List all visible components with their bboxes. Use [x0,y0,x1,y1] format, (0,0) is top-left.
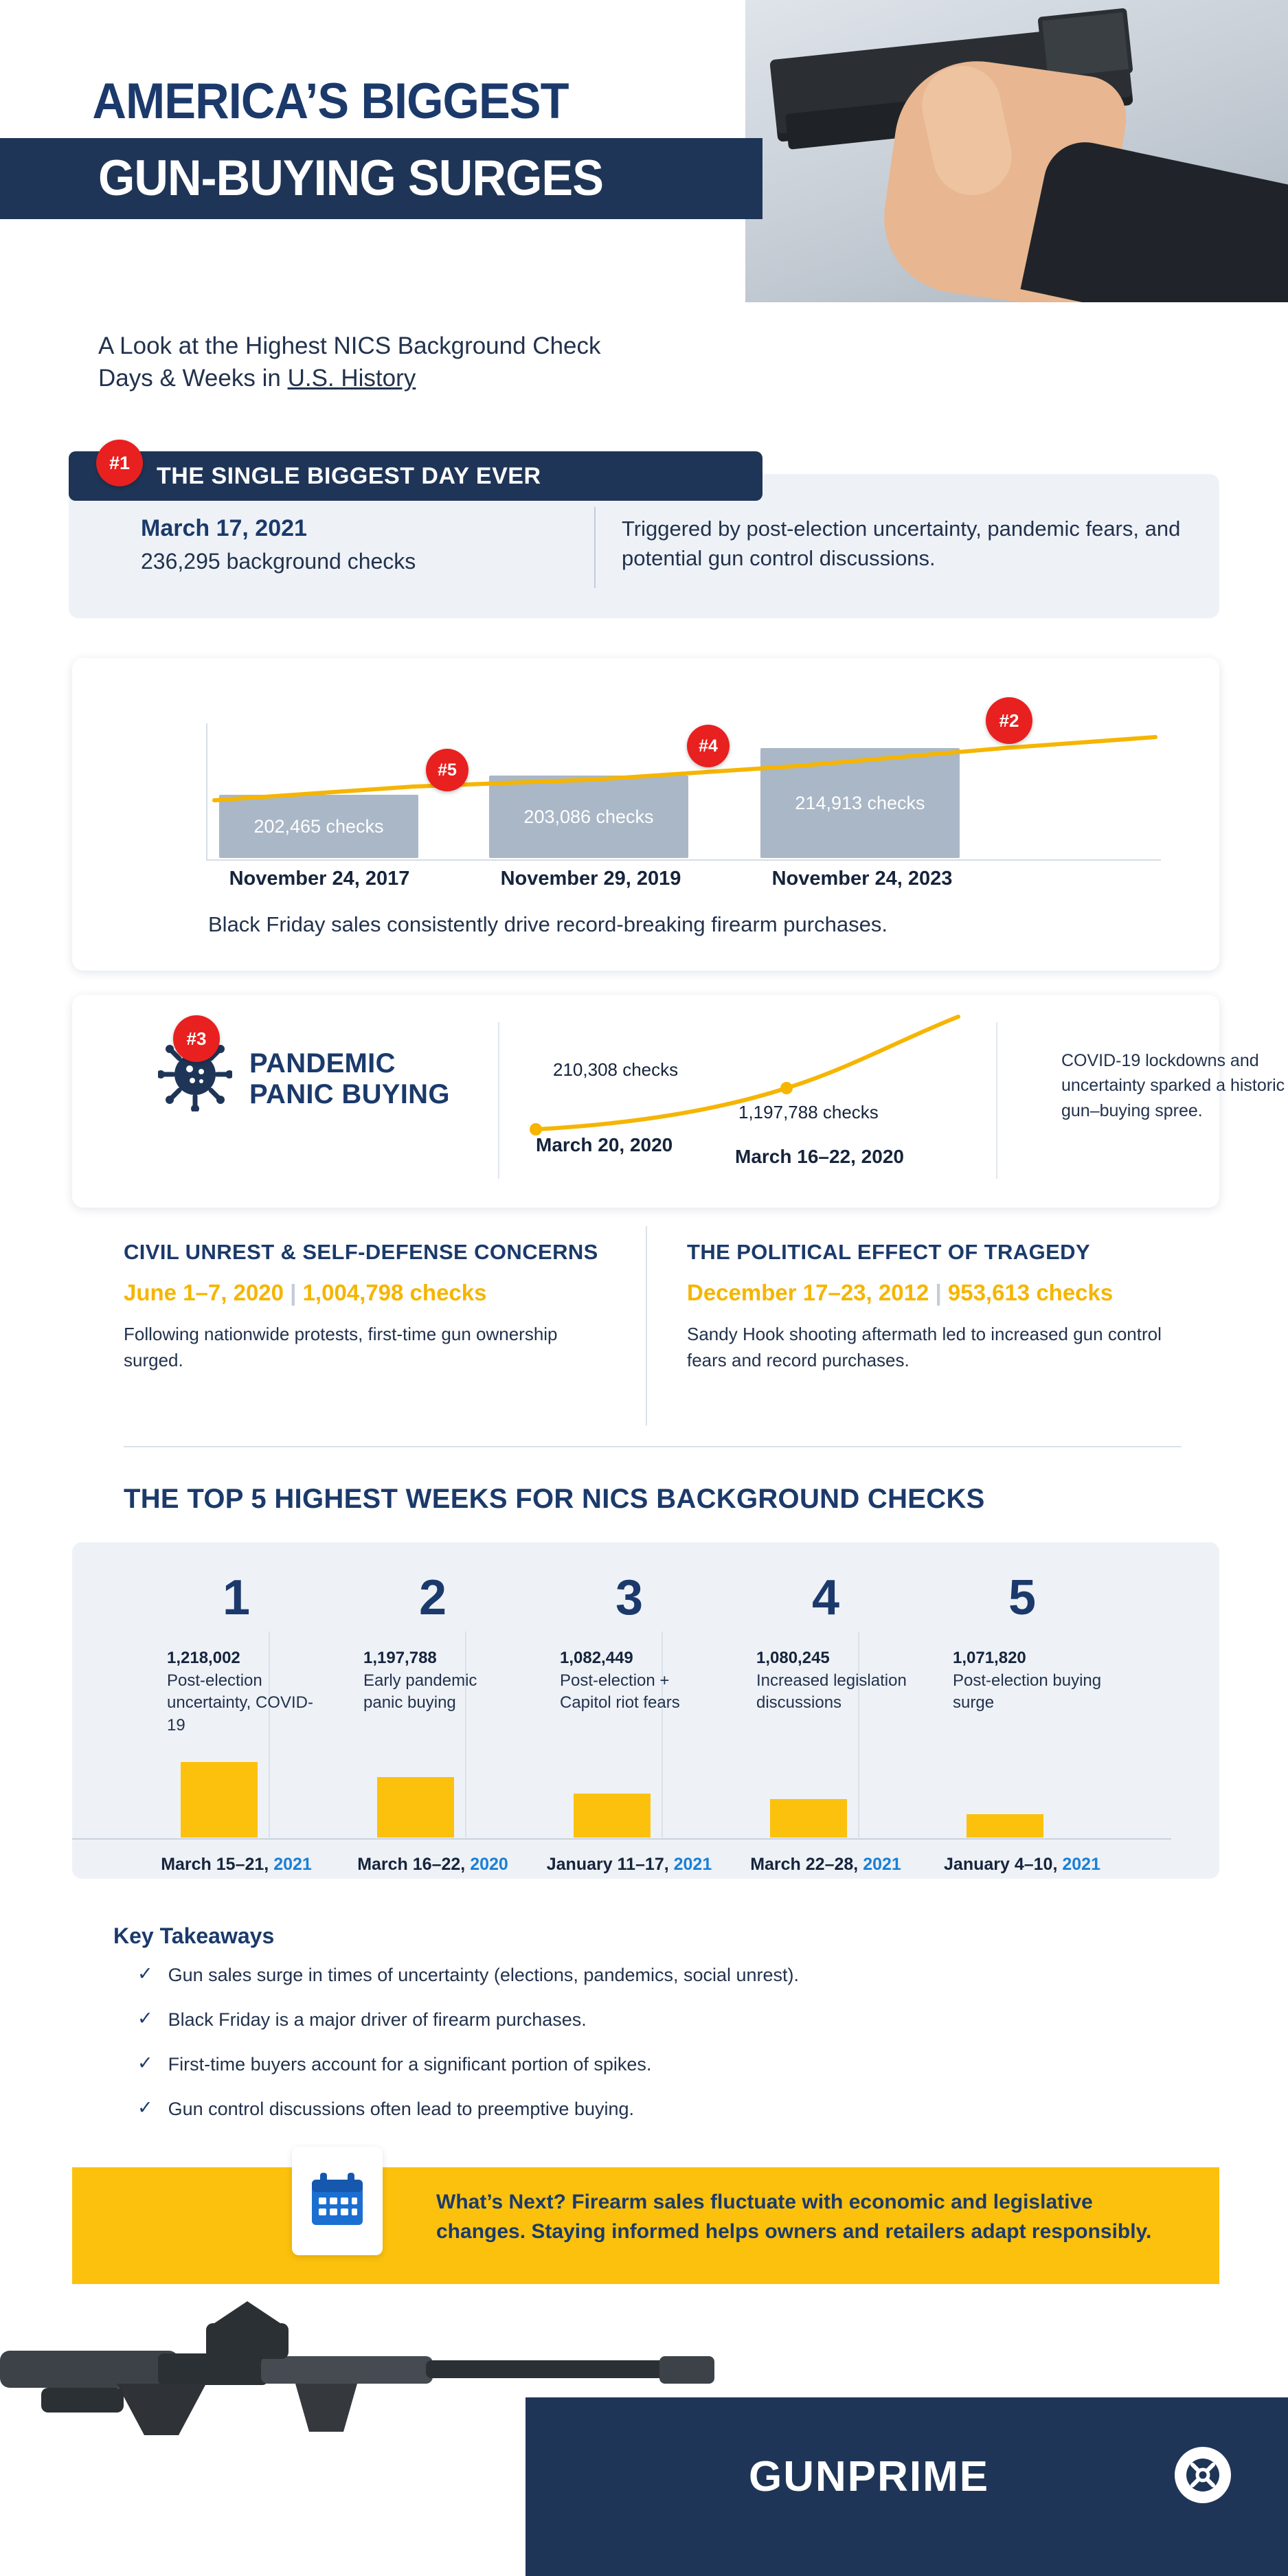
pandemic-point1-label: March 20, 2020 [536,1134,673,1155]
subtitle-link-us-history: U.S. History [287,365,416,392]
subtitle-line2-text: Days & Weeks in [98,365,288,392]
column-stat: June 1–7, 2020 | 1,004,798 checks [124,1280,487,1305]
bar-label-2017: November 24, 2017 [229,868,410,890]
column-stat-value: 953,613 checks [947,1280,1114,1305]
bar-week-2 [377,1777,454,1838]
week-total: 1,080,245 [756,1649,830,1667]
list-item [137,2009,1099,2031]
subtitle-line2 [98,362,785,394]
rank-number: 4 [811,1570,840,1625]
check-icon: ✓ [137,2008,153,2029]
week-desc: Post-election + Capitol riot fears [560,1671,680,1713]
page-title-line2: GUN-BUYING SURGES [98,150,604,207]
subtitle-line1: A Look at the Highest NICS Background Check [98,332,601,359]
week-total: 1,218,002 [167,1649,240,1667]
pandemic-title-line2: PANIC BUYING [249,1078,450,1109]
top5-chart [72,1542,1219,1879]
bar-2017: 202,465 checks [219,795,418,858]
biggest-day-heading-bar [69,451,762,501]
pandemic-chart [512,1014,993,1172]
column-stat-date: June 1–7, 2020 [124,1280,284,1305]
pandemic-title [249,1048,450,1110]
bar-2023: 214,913 checks [760,748,960,858]
column-heading: CIVIL UNREST & SELF-DEFENSE CONCERNS [124,1240,598,1264]
biggest-day-heading: THE SINGLE BIGGEST DAY EVER [157,462,541,489]
biggest-day-date: March 17, 2021 [141,515,307,541]
column-body: Following nationwide protests, first-time gun ownership surged. [124,1324,558,1371]
date-label-2 [335,1855,531,1875]
trend-line [207,723,1162,861]
brand-logo-text: GUNPRIME [749,2453,990,2500]
header [0,0,1288,392]
bar-2019: 203,086 checks [489,776,688,858]
black-friday-chart [72,658,1219,892]
takeaways-title: Key Takeaways [113,1923,275,1948]
black-friday-card [72,658,1219,971]
top5-column-5 [924,1542,1120,1879]
top5-date-labels [72,1855,1219,1882]
title-banner [0,138,762,219]
section-divider [124,1446,1182,1447]
week-desc: Post-election buying surge [953,1671,1102,1713]
bar-week-3 [574,1794,651,1838]
check-icon: ✓ [137,2097,153,2118]
rank-badge-3: #3 [173,1015,220,1062]
biggest-day-checks: 236,295 background checks [141,549,416,574]
takeaway-text: Gun control discussions often lead to preemptive buying. [168,2099,635,2119]
date-year: 2020 [470,1855,508,1874]
biggest-day-section [69,462,1219,618]
pandemic-point1-value: 210,308 checks [553,1059,679,1080]
jacket-sleeve [1020,135,1288,302]
bar-label-2023: November 24, 2023 [771,868,953,890]
divider [646,1226,647,1425]
week-total: 1,197,788 [363,1649,437,1667]
cta-text: What’s Next? Firearm sales fluctuate with economic and legislative changes. Staying informed helps owners and retailers adapt responsibly. [436,2191,1152,2243]
date-label-4 [727,1855,924,1875]
divider [996,1022,997,1179]
page-subtitle [98,330,785,395]
page-title-line1: AMERICA’S BIGGEST [92,74,569,129]
week-total: 1,071,820 [953,1649,1026,1667]
check-icon: ✓ [137,2053,153,2073]
top5-title: THE TOP 5 HIGHEST WEEKS FOR NICS BACKGROUND CHECKS [124,1484,985,1514]
rank-badge-5: #5 [426,749,468,791]
date-text: January 4–10, [944,1855,1063,1874]
check-icon: ✓ [137,1963,153,1984]
week-desc: Early pandemic panic buying [363,1671,477,1713]
divider [594,507,596,588]
top5-column-3 [531,1542,727,1879]
date-text: January 11–17, [546,1855,674,1874]
pandemic-point2-value: 1,197,788 checks [738,1102,879,1122]
hero-photo-handgun [745,0,1288,302]
rank-number: 1 [222,1570,251,1625]
top5-column-2 [335,1542,531,1879]
list-item [137,2054,1099,2075]
bar-week-5 [967,1814,1043,1838]
top5-column-1 [138,1542,335,1879]
pandemic-point2-label: March 16–22, 2020 [735,1146,904,1167]
pandemic-title-line1: PANDEMIC [249,1048,396,1078]
column-stat-date: December 17–23, 2012 [687,1280,929,1305]
top5-baseline [72,1838,1171,1840]
biggest-day-stat [141,515,539,574]
column-stat: December 17–23, 2012 | 953,613 checks [687,1280,1114,1305]
takeaway-text: Gun sales surge in times of uncertainty (elections, pandemics, social unrest). [168,1965,800,1985]
week-total: 1,082,449 [560,1649,633,1667]
date-year: 2021 [273,1855,312,1874]
column-stat-value: 1,004,798 checks [302,1280,487,1305]
date-year: 2021 [673,1855,712,1874]
column-body: Sandy Hook shooting aftermath led to increased gun control fears and record purchases. [687,1324,1162,1371]
week-desc: Post-election uncertainty, COVID-19 [167,1671,313,1735]
date-year: 2021 [1062,1855,1100,1874]
rank-badge-4: #4 [687,725,730,767]
rank-badge-1: #1 [96,440,143,486]
rank-number: 2 [418,1570,447,1625]
takeaway-text: First-time buyers account for a significant portion of spikes. [168,2054,652,2075]
bar-label-2019: November 29, 2019 [500,868,681,890]
takeaway-text: Black Friday is a major driver of firearm purchases. [168,2009,587,2030]
date-text: March 22–28, [750,1855,863,1874]
chart-axes [206,723,1161,861]
black-friday-caption: Black Friday sales consistently drive record-breaking firearm purchases. [208,912,888,936]
list-item [137,1965,1099,1986]
date-text: March 15–21, [161,1855,274,1874]
column-heading: THE POLITICAL EFFECT OF TRAGEDY [687,1240,1091,1264]
title-block [0,76,756,219]
week-desc: Increased legislation discussions [756,1671,907,1713]
biggest-day-description: Triggered by post-election uncertainty, pandemic fears, and potential gun control discussions. [622,517,1181,571]
calendar-icon [308,2170,367,2233]
list-item [137,2099,1099,2120]
cta-icon-container [292,2147,383,2255]
date-label-5 [924,1855,1120,1875]
divider [498,1022,499,1179]
bar-week-1 [181,1762,258,1838]
pandemic-card [72,995,1285,1208]
rank-badge-2: #2 [986,697,1032,744]
date-year: 2021 [863,1855,901,1874]
column-political-effect [687,1240,1168,1374]
rank-number: 5 [1008,1570,1037,1625]
column-civil-unrest [124,1240,605,1374]
pandemic-note: COVID-19 lockdowns and uncertainty sparked a historic gun–buying spree. [1061,1051,1285,1120]
two-column-section [124,1240,1182,1425]
date-label-1 [138,1855,335,1875]
date-label-3 [531,1855,727,1875]
takeaways-list [137,1965,1099,2143]
top5-column-4 [727,1542,924,1879]
rank-number: 3 [615,1570,644,1625]
bar-week-4 [770,1799,847,1838]
date-text: March 16–22, [357,1855,471,1874]
brand-logo-mark [1175,2447,1231,2503]
cta-banner [72,2167,1219,2284]
